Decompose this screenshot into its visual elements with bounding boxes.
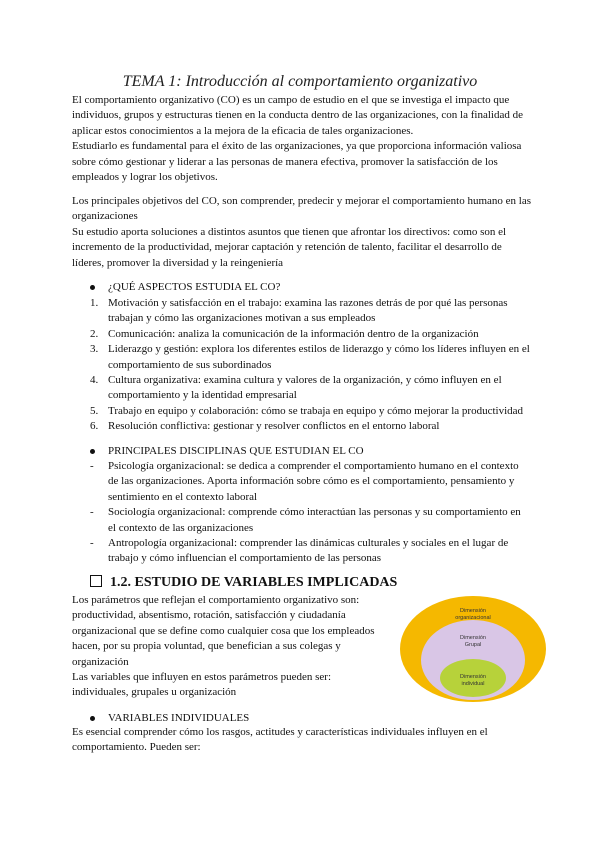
inner-label-line1: Dimensión (460, 674, 486, 680)
list-item: 2. Comunicación: analiza la comunicación de la información dentro de la organización (90, 327, 479, 340)
list-item: 4. Cultura organizativa: examina cultura y valores de la organización, y cómo influyen en el comportamiento y la identidad empresarial (90, 374, 502, 402)
objectives-section (72, 194, 532, 271)
list-item: 5. Trabajo en equipo y colaboración: cómo se trabaja en equipo y cómo mejorar la productividad (90, 404, 524, 417)
bullet-icon (90, 716, 95, 721)
dimensions-diagram (398, 594, 548, 704)
section-heading: 1.2. ESTUDIO DE VARIABLES IMPLICADAS (90, 575, 397, 591)
list-item: 6. Resolución conflictiva: gestionar y resolver conflictos en el entorno laboral (90, 420, 440, 433)
middle-label-line1: Dimensión (460, 635, 486, 641)
section-text (72, 593, 382, 701)
list-item: - Sociología organizacional: comprende cómo interactúan las personas y su comportamiento en el contexto de las organizaciones (90, 506, 521, 534)
disciplines-list (90, 459, 530, 567)
bullet-icon (90, 449, 95, 454)
checkbox-icon (90, 575, 102, 587)
intro-paragraph-1: El comportamiento organizativo (CO) es un campo de estudio en el que se investiga el impacto que individuos, grupos y estructuras tienen en la conducta dentro de las organizaciones, con la finalidad de aplicar estos conocimientos a la mejora de la eficacia de tales organizaciones. (72, 94, 523, 137)
bullet-icon (90, 285, 95, 290)
individual-section (72, 725, 532, 756)
objectives-paragraph-1: Los principales objetivos del CO, son comprender, predecir y mejorar el comportamiento humano en las organizaciones (72, 195, 531, 223)
section-paragraph-2: Las variables que influyen en estos parámetros pueden ser: individuales, grupales u organización (72, 671, 332, 699)
inner-label-line2: individual (461, 681, 485, 687)
individual-paragraph-1: Es esencial comprender cómo los rasgos, actitudes y características individuales influyen en el comportamiento. Pueden ser: (72, 726, 488, 754)
page-title: TEMA 1: Introducción al comportamiento organizativo (122, 73, 478, 90)
intro-paragraph-2: Estudiarlo es fundamental para el éxito de las organizaciones, ya que proporciona información valiosa sobre cómo gestionar y liderar a las personas de manera efectiva, promover la satisfacción de los empleados y lograr los objetivos. (72, 140, 522, 184)
middle-label-line2: Grupal (464, 642, 482, 648)
document-page: TEMA 1: Introducción al comportamiento organizativo El comportamiento organizativo (CO) es un campo de estudio en el que se investiga el impacto que individuos, grupos y estructuras tienen en la conducta dentro de las organizaciones, con la finalidad de aplicar estos conocimientos a la mejora de la eficacia de tales organizaciones. Estudiarlo es fundamental para el éxito de las organizaciones, ya que proporciona información valiosa sobre cómo gestionar y liderar a las personas de manera efectiva, promover la satisfacción de los empleados y lograr los objetivos. Los principales objetivos del CO, son comprender, predecir y mejorar el comportamiento humano en las organizaciones Su estudio aporta soluciones a distintos asuntos que tienen que afrontar los directivos: como son el incremento de la productividad, mejorar captación y retención de talento, facilitar el desarrollo de líderes, promover la diversidad y la reingeniería ¿QUÉ ASPECTOS ESTUDIA EL CO? 1. Motivación y satisfacción en el trabajo: examina las razones detrás de por qué las personas trabajan y cómo las organizaciones motivan a sus empleados 2. Comunicación: analiza la comunicación de la información dentro de la organización 3. Liderazgo y gestión: explora los diferentes estilos de liderazgo y cómo los líderes influyen en el comportamiento de sus subordinados 4. Cultura organizativa: examina cultura y valores de la organización, y cómo influyen en el comportamiento y la identidad empresarial 5. Trabajo en equipo y colaboración: cómo se trabaja en equipo y cómo mejorar la productividad 6. Resolución conflictiva: gestionar y resolver conflictos en el entorno laboral PRINCIPALES DISCIPLINAS QUE ESTUDIAN EL CO - Psicología organizacional: se dedica a comprender el comportamiento humano en el contexto de las organizaciones. Aporta información sobre cómo es el comportamiento, pensamiento y sentimiento en el contexto laboral - Sociología organizacional: comprende cómo interactúan las personas y su comportamiento en el contexto de las organizaciones - Antropología organizacional: comprender las dinámicas culturales y sociales en el lugar de trabajo y cómo influencian el comportamiento de las personas 1.2. ESTUDIO DE VARIABLES IMPLICADAS Los parámetros que reflejan el comportamiento organizativo son: productividad, absentismo, rotación, satisfacción y ciudadanía organizacional que se define como cualquier cosa que los empleados hacen, por su propia voluntad, que benefician a sus colegas y organización Las variables que influyen en estos parámetros pueden ser: individuales, grupales u organización Dimensión organizacional Dimensión Grupal Dimensión individual VARIABLES INDIVIDUALES Es esencial comprender cómo los rasgos, actitudes y características individuales influyen en el comportamiento. Pueden ser: (0, 0, 600, 848)
aspects-list (90, 296, 530, 435)
section-paragraph-1: Los parámetros que reflejan el comportamiento organizativo son: productividad, absentismo, rotación, satisfacción y ciudadanía organizacional que se define como cualquier cosa que los empleados hacen, por su propia voluntad, que benefician a sus colegas y organización (72, 594, 375, 668)
list-item: - Psicología organizacional: se dedica a comprender el comportamiento humano en el contexto de las organizaciones. Aporta información sobre cómo es el comportamiento, pensamiento y sentimiento en el contexto laboral (90, 460, 519, 503)
outer-label-line1: Dimensión (460, 608, 486, 614)
objectives-paragraph-2: Su estudio aporta soluciones a distintos asuntos que tienen que afrontar los directivos: como son el incremento de la productividad, mejorar captación y retención de talento, facilitar el desarrollo de líderes, promover la diversidad y la reingeniería (72, 225, 507, 269)
outer-label-line2: organizacional (455, 615, 491, 621)
intro-section (72, 93, 532, 185)
list-item: - Antropología organizacional: comprender las dinámicas culturales y sociales en el lugar de trabajo y cómo influencian el comportamiento de las personas (90, 537, 509, 565)
list-item: 1. Motivación y satisfacción en el trabajo: examina las razones detrás de por qué las personas trabajan y cómo las organizaciones motivan a sus empleados (90, 297, 508, 325)
list-item: 3. Liderazgo y gestión: explora los diferentes estilos de liderazgo y cómo los líderes influyen en el comportamiento de sus subordinados (90, 343, 530, 371)
